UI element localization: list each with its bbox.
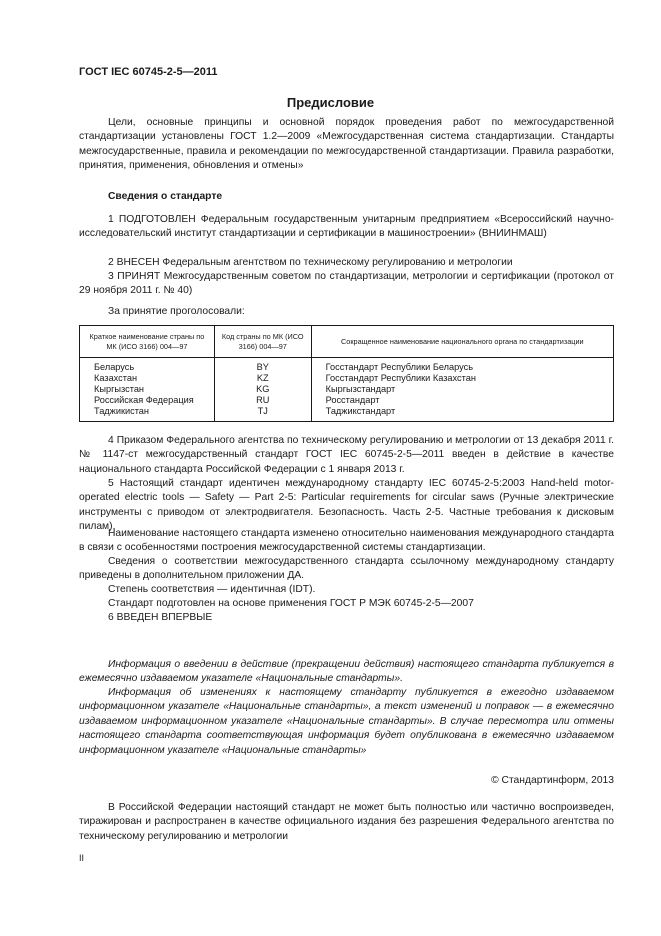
section-heading: Сведения о стандарте — [108, 191, 223, 202]
info-paragraph-1: Информация о введении в действие (прекращении действия) настоящего стандарта публикуется в ежемесячно издаваемом указателе «Национальные стандарты». — [79, 659, 614, 685]
country-cell: Российская Федерация — [80, 395, 215, 406]
code-cell: BY — [214, 358, 311, 374]
table-row — [80, 373, 614, 384]
conformity-degree: Степень соответствия — идентичная (IDT). — [108, 584, 316, 595]
legal-notice: В Российской Федерации настоящий стандарт не может быть полностью или частично воспроизведен, тиражирован и распространен в качестве официального издания без разрешения Федерального агентства по техническому регулированию и метрологии — [79, 802, 614, 842]
organization-cell: Росстандарт — [311, 395, 613, 406]
organization-cell: Госстандарт Республики Казахстан — [311, 373, 613, 384]
country-cell: Кыргызстан — [80, 384, 215, 395]
item-6-paragraph: 6 ВВЕДЕН ВПЕРВЫЕ — [108, 612, 213, 623]
item-1-paragraph: 1 ПОДГОТОВЛЕН Федеральным государственным унитарным предприятием «Всероссийский научно-исследовательский институт стандартизации и сертификации в машиностроении» (ВНИИНМАШ) — [79, 214, 614, 240]
column-header-country: Краткое наименование страны по МК (ИСО 3166) 004—97 — [80, 326, 215, 358]
country-cell: Казахстан — [80, 373, 215, 384]
table-row — [80, 384, 614, 395]
item-3-paragraph: 3 ПРИНЯТ Межгосударственным советом по стандартизации, метрологии и сертификации (протокол от 29 ноября 2011 г. № 40) — [79, 271, 614, 297]
item-5-paragraph: 5 Настоящий стандарт идентичен международному стандарту IEC 60745-2-5:2003 Hand-held motor-operated electric tools — Safety — Part 2-5: Particular requirements for circular saws (Ручные электрические инструменты с приводом от электродвигателя. Безопасность. Часть 2-5. Частные требования к дисковым пилам). — [79, 478, 614, 533]
country-cell: Беларусь — [80, 358, 215, 374]
code-cell: TJ — [214, 406, 311, 422]
code-cell: RU — [214, 395, 311, 406]
code-cell: KG — [214, 384, 311, 395]
country-cell: Таджикистан — [80, 406, 215, 422]
basis-note: Стандарт подготовлен на основе применения ГОСТ Р МЭК 60745-2-5—2007 — [108, 598, 474, 609]
column-header-organization: Сокращенное наименование национального органа по стандартизации — [311, 326, 613, 358]
page-title: Предисловие — [286, 95, 375, 110]
info-paragraph-2: Информация об изменениях к настоящему стандарту публикуется в ежегодно издаваемом информационном указателе «Национальные стандарты», а текст изменений и поправок — в ежемесячно издаваемом информационном указателе «Национальные стандарты». В случае пересмотра или отмены настоящего стандарта соответствующая информация будет опубликована в ежемесячно издаваемом информационном указателе «Национальные стандарты» — [79, 687, 614, 756]
table-row — [80, 395, 614, 406]
voting-countries-table — [79, 325, 614, 422]
table-row — [80, 406, 614, 422]
table-row — [80, 358, 614, 374]
organization-cell: Госстандарт Республики Беларусь — [311, 358, 613, 374]
page-number: II — [79, 853, 85, 863]
title-change-note: Наименование настоящего стандарта изменено относительно наименования международного стандарта в связи с особенностями построения межгосударственной системы стандартизации. — [79, 528, 614, 554]
conformity-note: Сведения о соответствии межгосударственного стандарта ссылочному международному стандарту приведены в дополнительном приложении ДА. — [79, 556, 614, 582]
voted-label: За принятие проголосовали: — [108, 306, 245, 317]
code-cell: KZ — [214, 373, 311, 384]
document-id-header: ГОСТ IEC 60745-2-5—2011 — [79, 66, 218, 78]
intro-paragraph: Цели, основные принципы и основной порядок проведения работ по межгосударственной стандартизации установлены ГОСТ 1.2—2009 «Межгосударственная система стандартизации. Стандарты межгосударственные, правила и рекомендации по межгосударственной стандартизации. Правила разработки, принятия, применения, обновления и отмены» — [79, 117, 614, 172]
item-2-paragraph: 2 ВНЕСЕН Федеральным агентством по техническому регулированию и метрологии — [108, 257, 513, 268]
copyright-notice: © Стандартинформ, 2013 — [491, 775, 614, 786]
table-header-row — [80, 326, 614, 358]
item-4-paragraph: 4 Приказом Федерального агентства по техническому регулированию и метрологии от 13 декабря 2011 г. № 1147-ст межгосударственный стандарт ГОСТ IEC 60745-2-5—2011 введен в действие в качестве национального стандарта Российской Федерации с 1 января 2013 г. — [79, 435, 614, 475]
organization-cell: Кыргызстандарт — [311, 384, 613, 395]
organization-cell: Таджикстандарт — [311, 406, 613, 422]
column-header-code: Код страны по МК (ИСО 3166) 004—97 — [214, 326, 311, 358]
